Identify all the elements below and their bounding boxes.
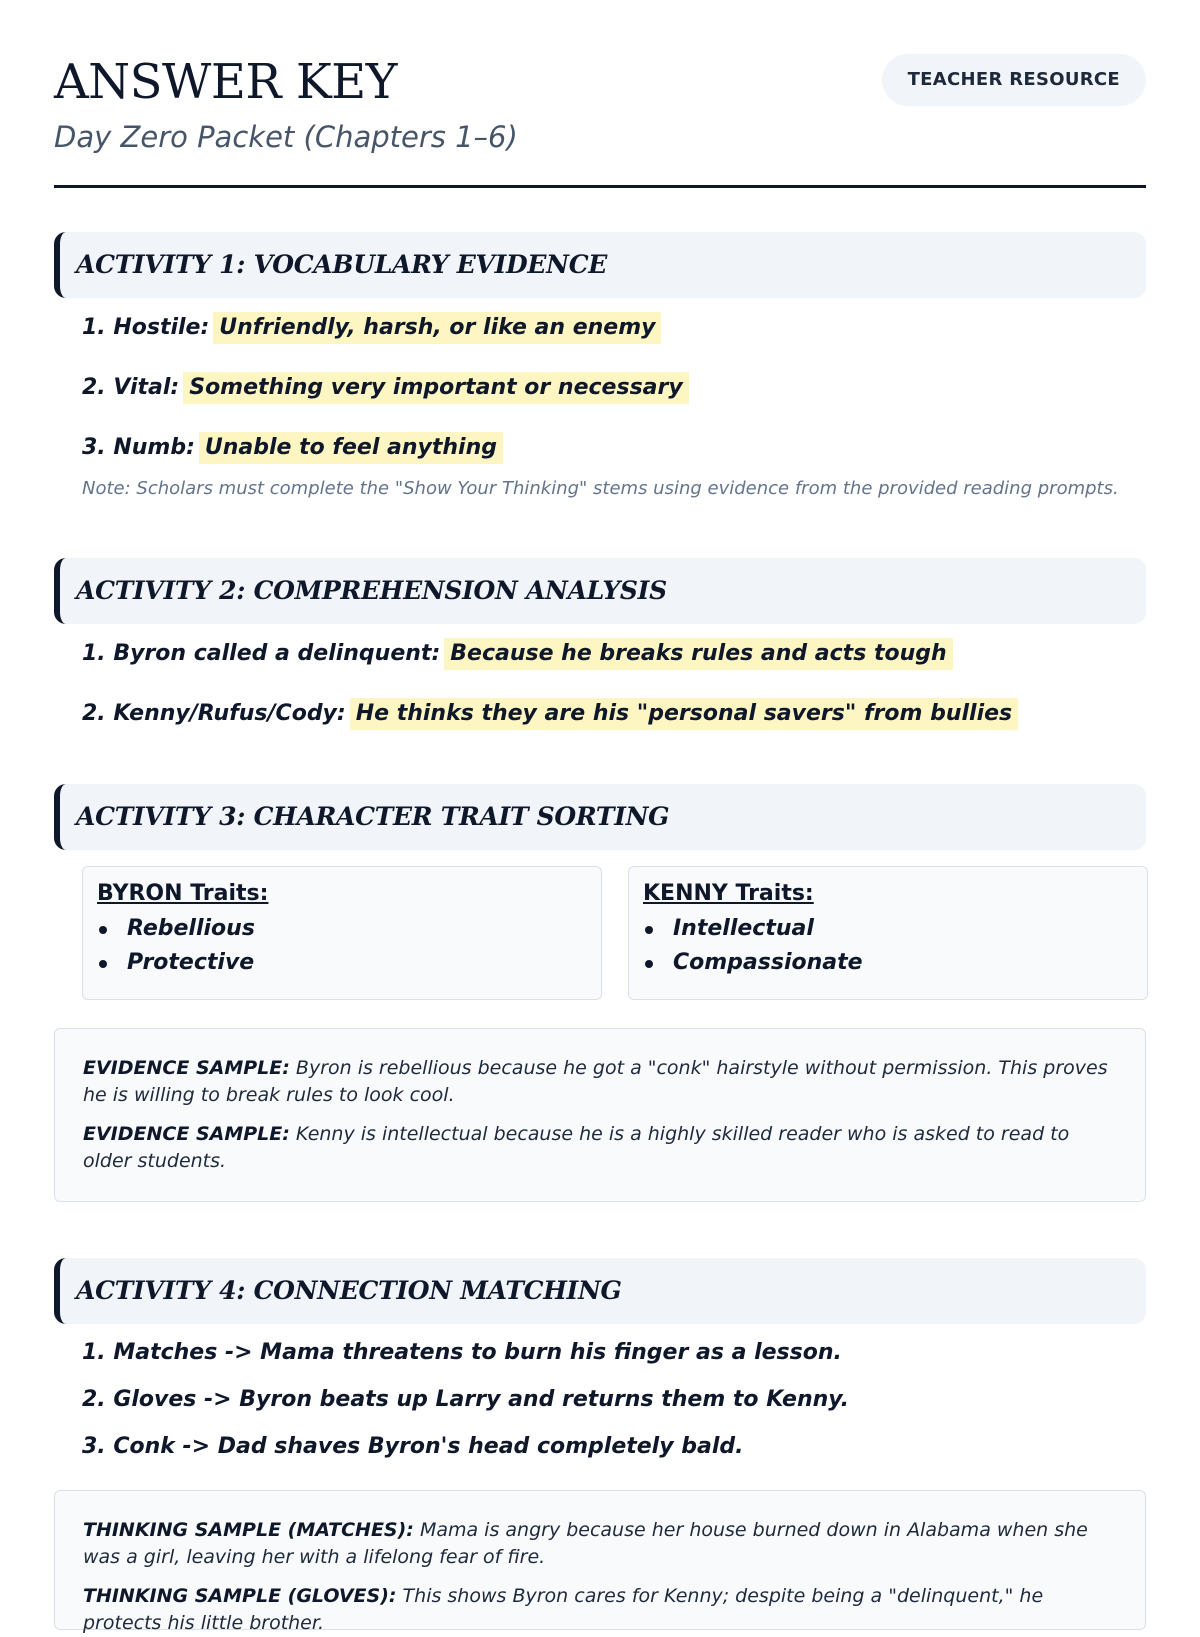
- vocab-item-1: [82, 312, 661, 344]
- comprehension-item-2: [82, 698, 1018, 730]
- thinking-tag: THINKING SAMPLE (GLOVES):: [83, 1585, 397, 1607]
- vocab-label: 1. Hostile:: [82, 315, 210, 340]
- thinking-sample: [83, 1583, 1117, 1637]
- evidence-sample: [83, 1121, 1117, 1175]
- trait-item: Intellectual: [643, 912, 1133, 946]
- comprehension-item-1: [82, 638, 953, 670]
- teacher-resource-badge: TEACHER RESOURCE: [882, 54, 1146, 106]
- byron-traits-box: [82, 866, 602, 1000]
- evidence-sample: [83, 1055, 1117, 1109]
- vocab-label: 2. Vital:: [82, 375, 180, 400]
- match-item-1: 1. Matches -> Mama threatens to burn his finger as a lesson.: [82, 1340, 842, 1365]
- activity-4-heading: ACTIVITY 4: CONNECTION MATCHING: [54, 1258, 1146, 1324]
- evidence-text: Byron is rebellious because he got a "conk" hairstyle without permission. This proves he is willing to break rules to look cool.: [83, 1057, 1108, 1106]
- byron-traits-title: BYRON Traits:: [97, 881, 269, 906]
- trait-item: Rebellious: [97, 912, 587, 946]
- thinking-text: This shows Byron cares for Kenny; despite being a "delinquent," he protects his little brother.: [83, 1585, 1044, 1634]
- vocab-answer: Something very important or necessary: [183, 372, 688, 404]
- activity-1-heading: ACTIVITY 1: VOCABULARY EVIDENCE: [54, 232, 1146, 298]
- kenny-traits-list: [643, 912, 1133, 980]
- kenny-traits-title: KENNY Traits:: [643, 881, 814, 906]
- evidence-tag: EVIDENCE SAMPLE:: [83, 1057, 290, 1079]
- thinking-samples-box: [54, 1490, 1146, 1634]
- byron-traits-list: [97, 912, 587, 980]
- page-title: ANSWER KEY: [54, 54, 397, 110]
- thinking-sample: [83, 1517, 1117, 1571]
- trait-item: Compassionate: [643, 946, 1133, 980]
- comprehension-answer: He thinks they are his "personal savers" from bullies: [350, 698, 1018, 730]
- kenny-traits-box: [628, 866, 1148, 1000]
- page-header: [54, 0, 1146, 188]
- comprehension-label: 2. Kenny/Rufus/Cody:: [82, 701, 346, 726]
- page-subtitle: Day Zero Packet (Chapters 1–6): [54, 120, 518, 154]
- evidence-text: Kenny is intellectual because he is a highly skilled reader who is asked to read to older students.: [83, 1123, 1070, 1172]
- match-item-3: 3. Conk -> Dad shaves Byron's head completely bald.: [82, 1434, 744, 1459]
- trait-item: Protective: [97, 946, 587, 980]
- vocab-item-2: [82, 372, 689, 404]
- comprehension-label: 1. Byron called a delinquent:: [82, 641, 441, 666]
- vocab-item-3: [82, 432, 503, 464]
- evidence-samples-box: [54, 1028, 1146, 1202]
- vocab-label: 3. Numb:: [82, 435, 195, 460]
- vocab-answer: Unfriendly, harsh, or like an enemy: [213, 312, 661, 344]
- match-item-2: 2. Gloves -> Byron beats up Larry and returns them to Kenny.: [82, 1387, 849, 1412]
- vocab-answer: Unable to feel anything: [199, 432, 503, 464]
- activity-1-note: Note: Scholars must complete the "Show Your Thinking" stems using evidence from the provided reading prompts.: [82, 478, 1119, 499]
- comprehension-answer: Because he breaks rules and acts tough: [444, 638, 952, 670]
- thinking-text: Mama is angry because her house burned down in Alabama when she was a girl, leaving her with a lifelong fear of fire.: [83, 1519, 1088, 1568]
- thinking-tag: THINKING SAMPLE (MATCHES):: [83, 1519, 414, 1541]
- evidence-tag: EVIDENCE SAMPLE:: [83, 1123, 290, 1145]
- activity-2-heading: ACTIVITY 2: COMPREHENSION ANALYSIS: [54, 558, 1146, 624]
- activity-3-heading: ACTIVITY 3: CHARACTER TRAIT SORTING: [54, 784, 1146, 850]
